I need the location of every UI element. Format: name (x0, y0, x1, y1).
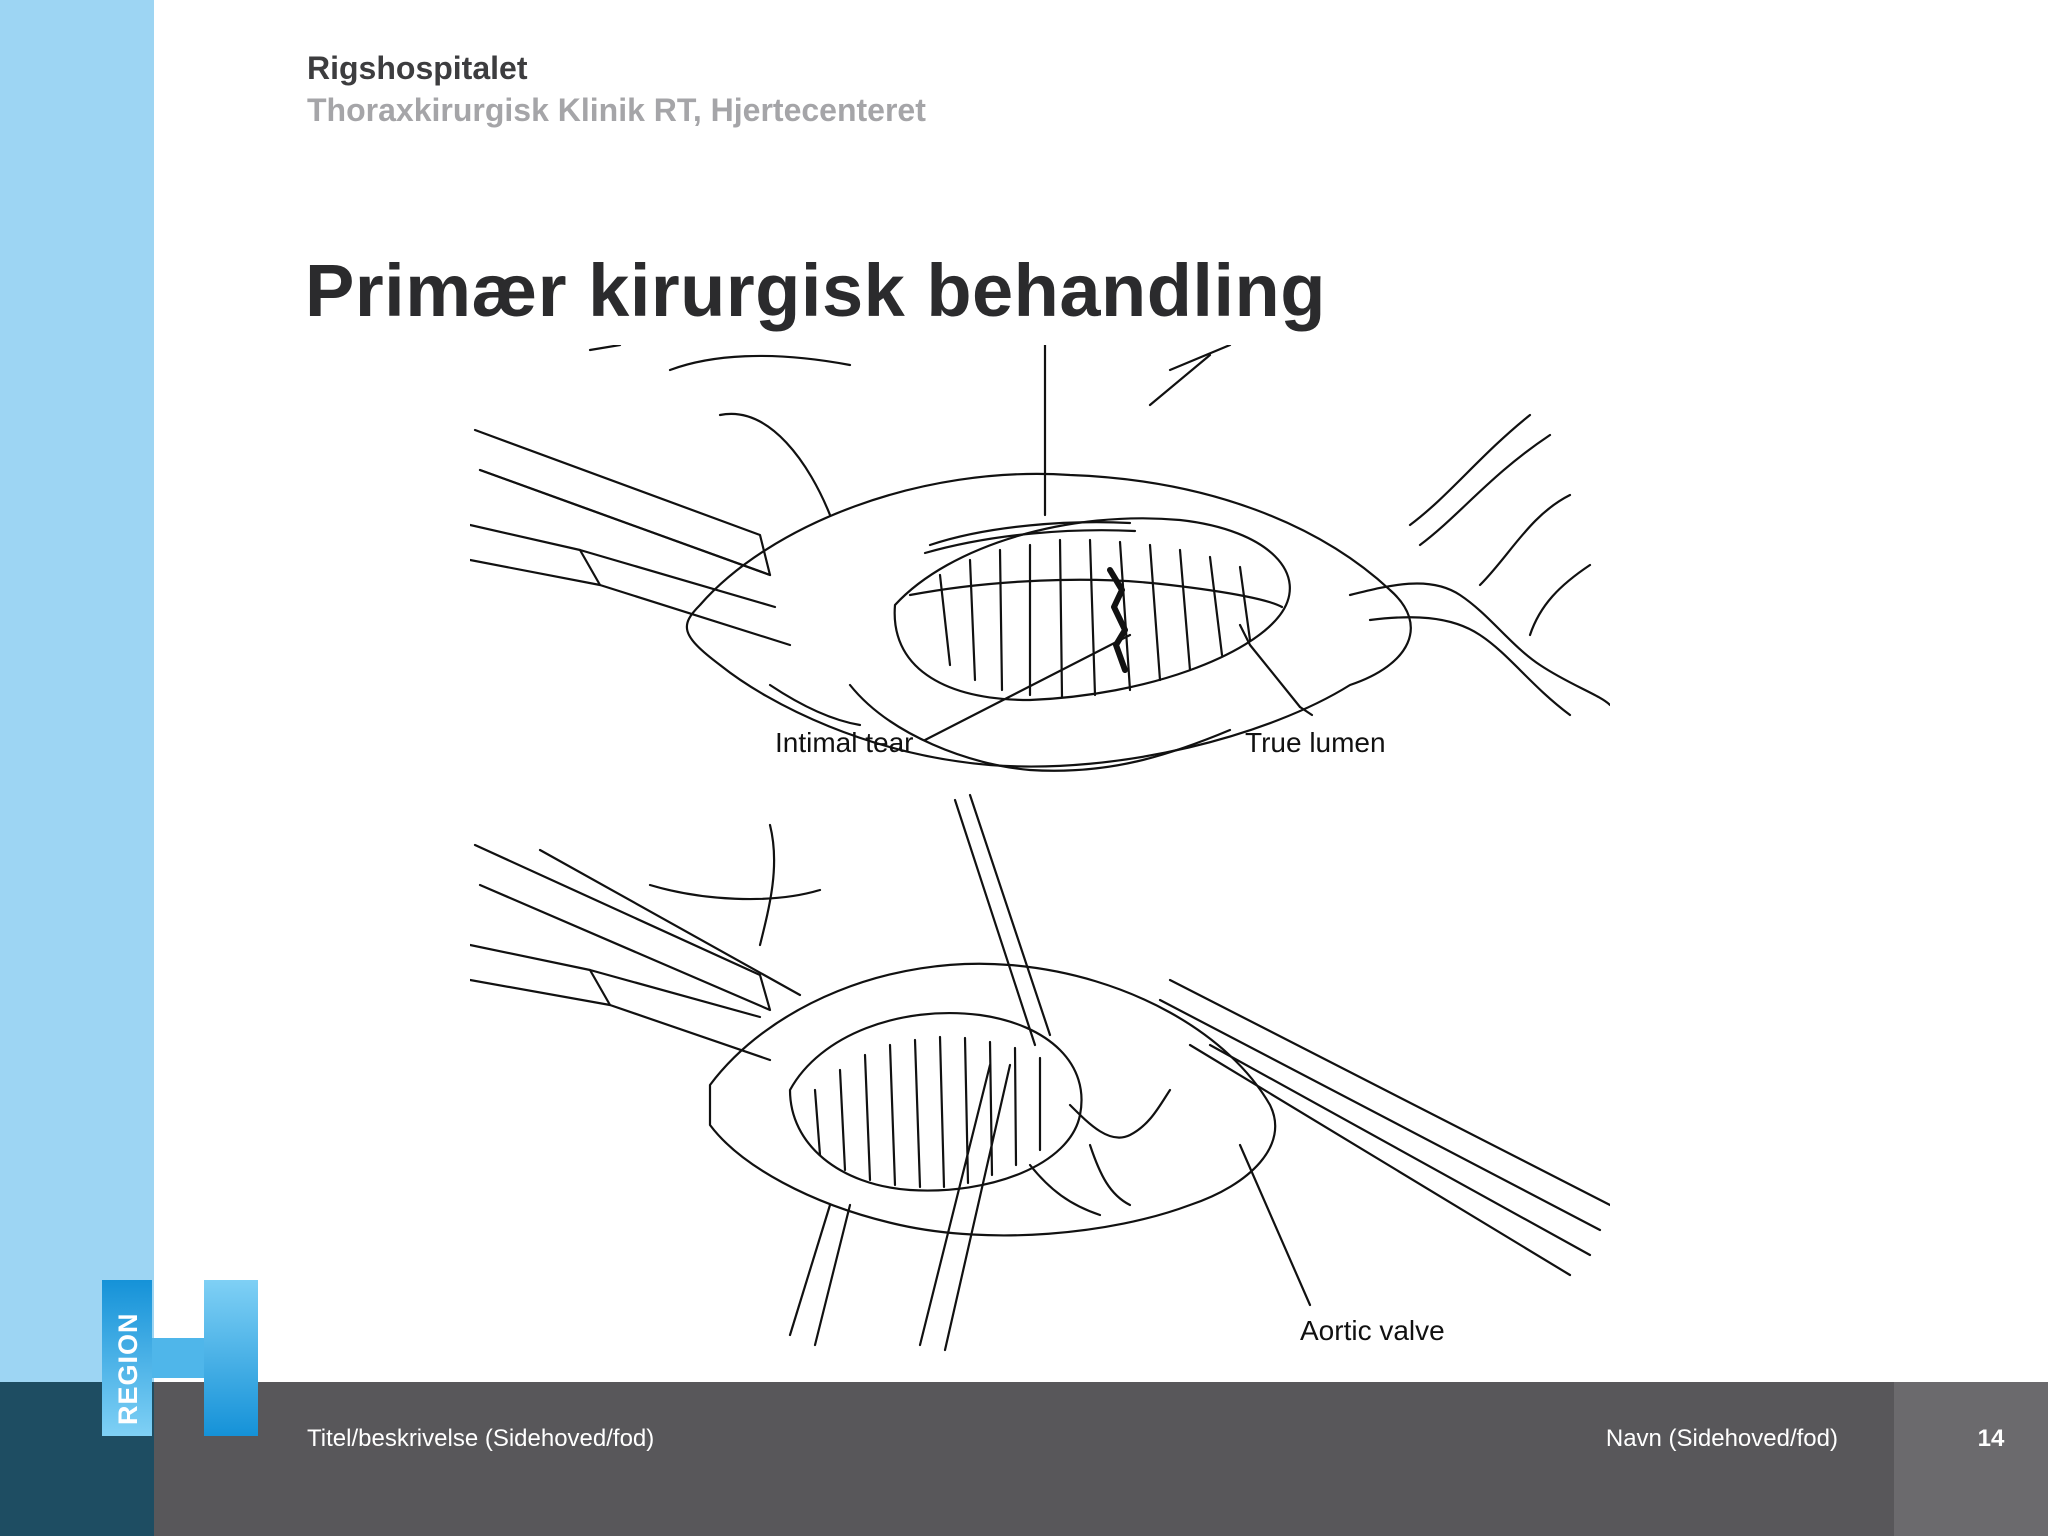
surgical-illustration (470, 345, 1610, 1365)
footer-title: Titel/beskrivelse (Sidehoved/fod) (307, 1425, 655, 1452)
page-number: 14 (1977, 1425, 2005, 1452)
footer-name: Navn (Sidehoved/fod) (1605, 1425, 1838, 1452)
label-aortic-valve: Aortic valve (1300, 1315, 1445, 1346)
bottom-panel-drawing (470, 795, 1610, 1350)
slide-title: Primær kirurgisk behandling (305, 249, 1326, 332)
footer-page-block (1894, 1382, 2048, 1536)
label-intimal-tear: Intimal tear (775, 727, 914, 758)
left-accent-bar (0, 0, 154, 1382)
logo-region-text: REGION (113, 1312, 143, 1425)
footer-bar (0, 1382, 2048, 1536)
department-name: Thoraxkirurgisk Klinik RT, Hjertecenteret (307, 92, 926, 128)
label-true-lumen: True lumen (1245, 727, 1386, 758)
org-name: Rigshospitalet (307, 50, 528, 86)
top-panel-drawing (470, 345, 1610, 771)
region-h-logo (102, 1280, 258, 1436)
